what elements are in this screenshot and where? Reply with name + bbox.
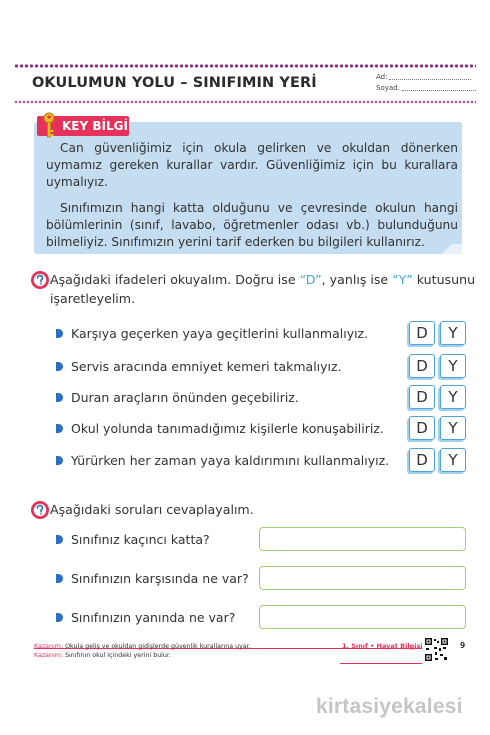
outcome-2 <box>34 652 171 659</box>
outcome-text: Okula geliş ve okuldan gidişlerde güvenlik kurallarına uyar. <box>65 643 251 650</box>
statement-text: Yürürken her zaman yaya kaldırımını kullanmalıyız. <box>71 452 390 468</box>
surname-label: Soyad: <box>376 84 400 92</box>
question-icon <box>30 500 50 520</box>
true-checkbox[interactable]: D <box>409 448 435 472</box>
false-checkbox[interactable]: Y <box>440 448 466 472</box>
name-fields <box>376 72 476 94</box>
bullet-icon <box>56 424 63 433</box>
key-info-label: KEY BİLGİ <box>62 119 128 133</box>
bullet-icon <box>56 613 63 622</box>
question-row <box>56 566 249 590</box>
key-info-paragraph: Can güvenliğimiz için okula gelirken ve okuldan dönerken uymamız gereken kurallar vardır. Güvenliğimiz için bu kurallara uymalıyız. <box>46 141 458 189</box>
outcome-label: Kazanım: <box>34 652 64 659</box>
false-checkbox[interactable]: Y <box>440 385 466 409</box>
page-number: 9 <box>460 641 466 650</box>
header-dotted-divider <box>14 100 476 104</box>
false-checkbox[interactable]: Y <box>440 354 466 378</box>
statement-row <box>56 447 389 473</box>
bullet-icon <box>56 574 63 583</box>
question2-prompt: Aşağıdaki soruları cevaplayalım. <box>50 502 254 517</box>
qr-code-icon <box>424 637 449 662</box>
true-checkbox[interactable]: D <box>409 354 435 378</box>
true-checkbox[interactable]: D <box>409 385 435 409</box>
false-checkbox[interactable]: Y <box>440 416 466 440</box>
key-icon <box>41 112 57 138</box>
question-text: Sınıfınız kaçıncı katta? <box>71 531 210 547</box>
page-header <box>32 72 476 98</box>
false-checkbox[interactable]: Y <box>440 321 466 345</box>
outcome-text: Sınıfının okul içindeki yerini bulur. <box>65 652 171 659</box>
statement-row <box>56 415 384 441</box>
statement-text: Okul yolunda tanımadığımız kişilerle konuşabiliriz. <box>71 420 384 436</box>
question-icon <box>30 270 50 290</box>
statement-row <box>56 320 368 346</box>
bullet-icon <box>56 393 63 402</box>
answer-field[interactable] <box>259 527 466 551</box>
statement-text: Duran araçların önünden geçebiliriz. <box>71 389 299 405</box>
footer-divider <box>340 663 422 664</box>
question1-text: işaretleyelim. <box>50 291 136 306</box>
question-row <box>56 605 235 629</box>
bullet-icon <box>56 535 63 544</box>
bullet-icon <box>56 329 63 338</box>
bullet-icon <box>56 456 63 465</box>
question1-text: Aşağıdaki ifadeleri okuyalım. Doğru ise <box>50 272 300 287</box>
surname-field[interactable] <box>402 83 476 91</box>
true-checkbox[interactable]: D <box>409 416 435 440</box>
answer-field[interactable] <box>259 566 466 590</box>
question1-text: kutusunu <box>412 272 476 287</box>
key-info-text <box>46 140 458 260</box>
question-text: Sınıfınızın yanında ne var? <box>71 609 236 625</box>
outcome-label: Kazanım: <box>34 643 64 650</box>
statement-row <box>56 353 342 379</box>
bullet-icon <box>56 362 63 371</box>
page-title: OKULUMUN YOLU – SINIFIMIN YERİ <box>32 75 317 91</box>
statement-text: Servis aracında emniyet kemeri takmalıyız. <box>71 358 342 374</box>
true-mark: “D” <box>299 272 322 287</box>
answer-field[interactable] <box>259 605 466 629</box>
question-text: Sınıfınızın karşısında ne var? <box>71 570 249 586</box>
question-row <box>56 527 210 551</box>
outcome-1 <box>34 643 251 650</box>
name-label: Ad: <box>376 73 388 81</box>
name-field[interactable] <box>389 72 471 80</box>
false-mark: “Y” <box>392 272 413 287</box>
top-dotted-border <box>14 63 476 69</box>
grade-subject-label: 1. Sınıf • Hayat Bilgisi <box>342 642 423 650</box>
key-info-paragraph: Sınıfımızın hangi katta olduğunu ve çevresinde okulun hangi bölümlerinin (sınıf, lavabo, öğretmenler odası vb.) bulunduğunu bilmeliyiz. Sınıfımızın yerini tarif ederken bu bilgileri kullanırız. <box>46 201 458 249</box>
question1-text: , yanlış ise <box>321 272 393 287</box>
statement-text: Karşıya geçerken yaya geçitlerini kullanmalıyız. <box>71 325 369 341</box>
true-checkbox[interactable]: D <box>409 321 435 345</box>
watermark: kirtasiyekalesi <box>316 695 463 718</box>
statement-row <box>56 384 299 410</box>
question1-prompt <box>50 270 475 308</box>
